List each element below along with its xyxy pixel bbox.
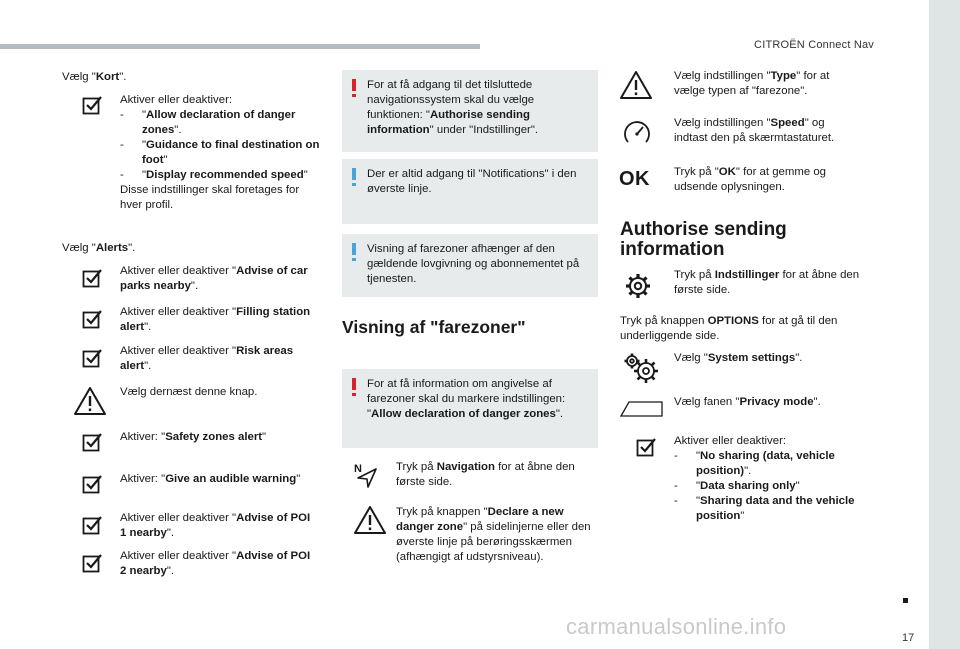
poi1-row: Aktiver eller deaktiver "Advise of POI 1 nearby". [120, 512, 311, 540]
checkbox-icon[interactable] [82, 95, 102, 115]
system-settings-gears-icon[interactable] [622, 352, 660, 384]
checkbox-icon[interactable] [82, 348, 102, 368]
page-edge-band [929, 0, 960, 649]
checkbox-icon[interactable] [82, 474, 102, 494]
checkbox-icon[interactable] [82, 268, 102, 288]
press-button-row: Vælg dernæst denne knap. [120, 386, 258, 398]
options-line: Tryk på knappen OPTIONS for at gå til den underliggende side. [620, 315, 838, 343]
note-authorise: For at få adgang til det tilsluttede navigationssystem skal du vælge funktionen: "Authorise sending information" under "Indstillinger". [342, 70, 598, 152]
system-settings-row: Vælg "System settings". [674, 352, 803, 364]
map-toggle-block: Aktiver eller deaktiver: - "Allow declaration of danger zones". - "Guidance to final destination on foot" - "Display recommended speed" Disse indstillinger skal foretages for hver profil. [120, 94, 320, 212]
risk-areas-row: Aktiver eller deaktiver "Risk areas alert". [120, 345, 294, 373]
page-end-marker [903, 598, 908, 603]
ok-icon[interactable]: OK [619, 168, 650, 190]
declare-danger-zone-row: Tryk på knappen "Declare a new danger zone" på sidelinjerne eller den øverste linje på berøringsskærmen (afhængigt af udstyrsniveau). [396, 506, 591, 564]
watermark: carmanualsonline.info [566, 614, 787, 639]
gear-icon[interactable] [624, 272, 652, 300]
type-option-row: Vælg indstillingen "Type" for at vælge typen af "farezone". [674, 70, 830, 98]
filling-station-row: Aktiver eller deaktiver "Filling station alert". [120, 306, 311, 334]
section-heading-authorise: Authorise sending information [620, 219, 787, 260]
attention-mark [352, 378, 356, 390]
page-number: 17 [902, 632, 915, 644]
poi2-row: Aktiver eller deaktiver "Advise of POI 2 nearby". [120, 550, 311, 578]
speedometer-icon[interactable] [622, 118, 652, 153]
section-heading-danger-zones: Visning af "farezoner" [342, 317, 526, 337]
car-parks-row: Aktiver eller deaktiver "Advise of car parks nearby". [120, 265, 308, 293]
select-map-line: Vælg "Kort". [62, 71, 127, 83]
ok-row: Tryk på "OK" for at gemme og udsende oplysningen. [674, 166, 827, 194]
audible-warning-row: Aktiver: "Give an audible warning" [120, 473, 301, 485]
checkbox-icon[interactable] [636, 437, 656, 457]
settings-row: Tryk på Indstillinger for at åbne den første side. [674, 269, 860, 297]
privacy-toggle-block: Aktiver eller deaktiver: - "No sharing (data, vehicle position)". - "Data sharing only" - "Sharing data and the vehicle position" [674, 435, 855, 523]
checkbox-icon[interactable] [82, 553, 102, 573]
speed-option-row: Vælg indstillingen "Speed" og indtast den på skærmtastaturet. [674, 117, 835, 145]
warning-icon [73, 386, 107, 416]
navigation-row: Tryk på Navigation for at åbne den første side. [396, 461, 575, 489]
info-mark [352, 168, 356, 180]
svg-text:N: N [354, 463, 362, 475]
attention-mark [352, 79, 356, 91]
note-danger-zones: For at få information om angivelse af farezoner skal du markere indstillingen: "Allow declaration of danger zones". [342, 369, 598, 448]
note-notifications: Der er altid adgang til "Notifications" i den øverste linje. [342, 159, 598, 224]
select-alerts-line: Vælg "Alerts". [62, 242, 136, 254]
header-rule [0, 44, 480, 49]
tab-icon[interactable] [620, 399, 664, 422]
warning-icon[interactable] [353, 505, 387, 535]
safety-zones-row: Aktiver: "Safety zones alert" [120, 431, 267, 443]
checkbox-icon[interactable] [82, 432, 102, 452]
info-mark [352, 243, 356, 255]
header-brand: CITROËN Connect Nav [754, 39, 874, 51]
navigation-arrow-icon[interactable] [354, 461, 380, 494]
checkbox-icon[interactable] [82, 309, 102, 329]
note-legislation: Visning af farezoner afhænger af den gældende lovgivning og abonnementet på tjenesten. [342, 234, 598, 297]
privacy-mode-row: Vælg fanen "Privacy mode". [674, 396, 821, 408]
checkbox-icon[interactable] [82, 515, 102, 535]
warning-icon[interactable] [619, 70, 653, 100]
